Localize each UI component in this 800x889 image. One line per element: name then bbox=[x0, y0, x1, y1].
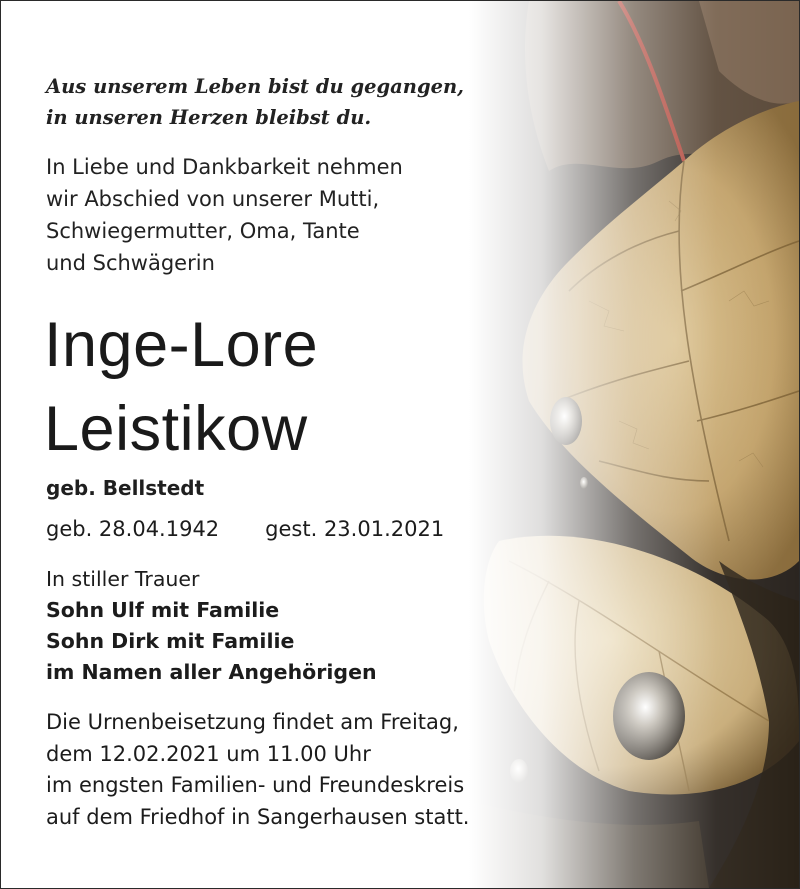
mourner-name: Sohn Ulf mit Familie bbox=[46, 598, 280, 622]
leaves-illustration bbox=[469, 1, 799, 888]
service-line: auf dem Friedhof in Sangerhausen statt. bbox=[46, 804, 470, 829]
mourners-heading: In stiller Trauer bbox=[46, 567, 200, 591]
life-dates bbox=[46, 513, 444, 545]
deceased-name bbox=[44, 303, 318, 471]
service-line: dem 12.02.2021 um 11.00 Uhr bbox=[46, 741, 371, 766]
mourners bbox=[46, 564, 377, 688]
service-line: Die Urnenbeisetzung findet am Freitag, bbox=[46, 710, 459, 734]
death-date: gest. 23.01.2021 bbox=[265, 517, 445, 541]
intro-line: Schwiegermutter, Oma, Tante bbox=[46, 219, 360, 243]
maiden-name: geb. Bellstedt bbox=[46, 476, 205, 500]
birth-date: geb. 28.04.1942 bbox=[46, 517, 220, 541]
last-name: Leistikow bbox=[44, 394, 308, 464]
mourner-name: Sohn Dirk mit Familie bbox=[46, 629, 295, 653]
service-info bbox=[46, 707, 470, 833]
intro-line: In Liebe und Dankbarkeit nehmen bbox=[46, 155, 403, 179]
intro-line: und Schwägerin bbox=[46, 251, 215, 275]
mourner-name: im Namen aller Angehörigen bbox=[46, 660, 377, 684]
first-name: Inge-Lore bbox=[44, 310, 319, 380]
intro-text bbox=[46, 151, 403, 279]
service-line: im engsten Familien- und Freundeskreis bbox=[46, 773, 465, 797]
intro-line: wir Abschied von unserer Mutti, bbox=[46, 187, 380, 211]
motto bbox=[46, 71, 464, 133]
motto-line: Aus unserem Leben bist du gegangen, bbox=[46, 75, 464, 98]
autumn-leaves-photo bbox=[469, 1, 799, 888]
motto-line: in unseren Herzen bleibst du. bbox=[46, 106, 372, 129]
